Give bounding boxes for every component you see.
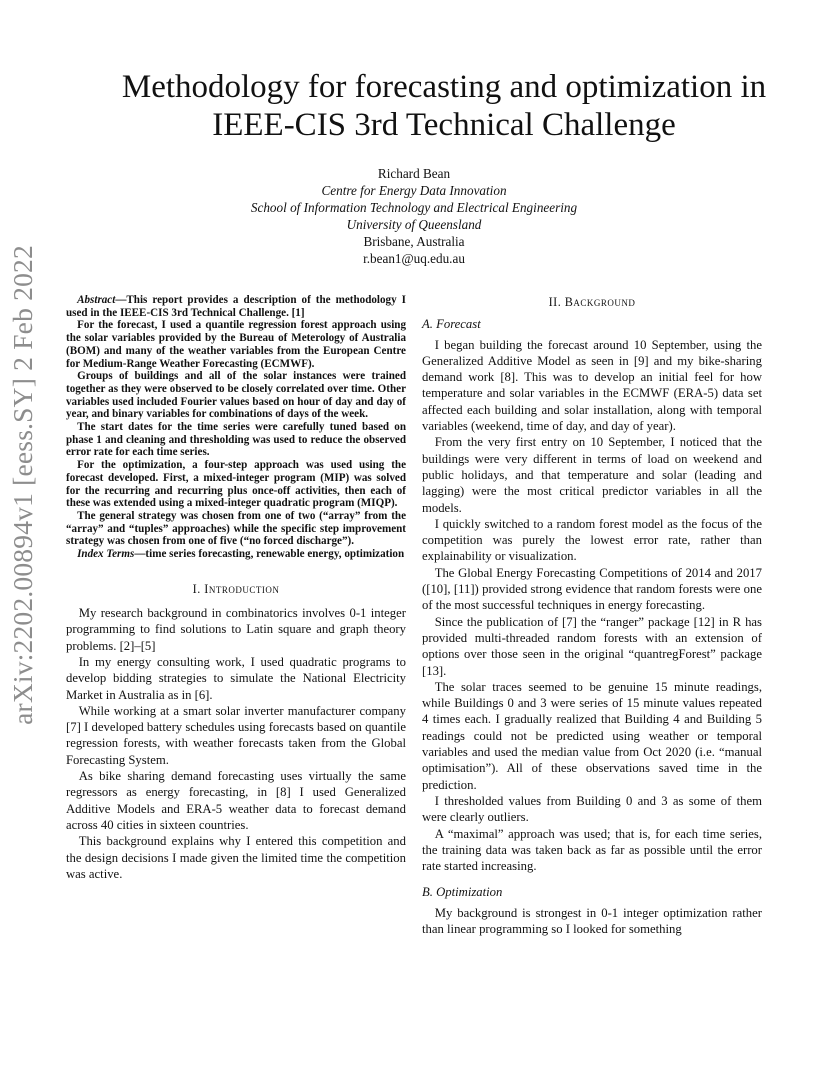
- bg-p9: My background is strongest in 0-1 integer optimization rather than linear programming so I looked for something: [422, 905, 762, 936]
- left-column: [66, 294, 406, 882]
- right-column: [422, 294, 762, 937]
- abstract-label: Abstract: [77, 294, 116, 306]
- author-location: Brisbane, Australia: [363, 234, 465, 249]
- bg-p7: I thresholded values from Building 0 and 3 as some of them were clearly outliers.: [422, 793, 762, 825]
- background-body: [422, 337, 762, 875]
- bg-p3: I quickly switched to a random forest model as the focus of the competition was purely the lowest error rate, rather than explainability or visualization.: [422, 516, 762, 564]
- author-email[interactable]: r.bean1@uq.edu.au: [363, 251, 465, 266]
- intro-p4: As bike sharing demand forecasting uses virtually the same regressors as energy forecasting, in [8] I used Generalized Additive Models and ERA-5 weather data to forecast demand across 40 cities in sixteen countries.: [66, 769, 406, 832]
- intro-p5: This background explains why I entered this competition and the design decisions I made given the limited time the competition was active.: [66, 834, 406, 881]
- author-block: [0, 165, 828, 267]
- intro-p3: While working at a smart solar inverter manufacturer company [7] I developed battery schedules using forecasts based on quantile regression forests, with weather forecasts taken from the Global Forecasting System.: [66, 703, 406, 767]
- title-line-2: IEEE-CIS 3rd Technical Challenge: [212, 107, 676, 143]
- title-line-1: Methodology for forecasting and optimization in: [121, 69, 767, 105]
- arxiv-identifier[interactable]: arXiv:2202.00894v1 [eess.SY] 2 Feb 2022: [7, 245, 38, 725]
- affiliation-1: Centre for Energy Data Innovation: [321, 183, 507, 198]
- index-terms-text: —time series forecasting, renewable energy, optimization: [134, 548, 405, 561]
- optimization-body: [422, 905, 762, 938]
- bg-p5: Since the publication of [7] the “ranger” package [12] in R has provided multi-threaded random forests with an extension of options over those seen in the original “quantregForest” package [13].: [422, 614, 762, 678]
- subsection-optimization: B. Optimization: [422, 885, 503, 900]
- intro-p2: In my energy consulting work, I used quadratic programs to develop bidding strategies to simulate the National Electricity Market in Australia as in [6].: [66, 654, 406, 702]
- bg-p6: The solar traces seemed to be genuine 15 minute readings, while Buildings 0 and 3 were series of 15 minute values repeated 4 times each. I gradually realized that Building 4 and Building 5 readings could not be predicted using weather or temporal variables and used the median value from Oct 2020 (i.e. “manual optimisation”). All of these observations saved time in the prediction.: [422, 679, 762, 792]
- intro-p1: My research background in combinatorics involves 0-1 integer programming to find solutions to Latin square and graph theory problems. [2]–[5]: [66, 606, 406, 653]
- abstract-p4: The start dates for the time series were carefully tuned based on phase 1 and cleaning and thresholding was used to reduce the observed error rate for each time series.: [66, 421, 406, 459]
- index-terms-label: Index Terms: [77, 548, 135, 561]
- author-name: Richard Bean: [377, 166, 451, 181]
- abstract-p6: The general strategy was chosen from one of two (“array” from the “array” and “tuples” approaches) while the specific step improvement strategy was chosen from one of five (“no forced discharge”).: [66, 509, 406, 548]
- subsection-forecast: A. Forecast: [422, 317, 481, 332]
- abstract-text-1: —This report provides a description of the methodology I used in the IEEE-CIS 3rd Technical Challenge. [1]: [66, 294, 406, 319]
- bg-p4: The Global Energy Forecasting Competitions of 2014 and 2017 ([10], [11]) provided strong evidence that random forests were one of the most successful techniques in energy forecasting.: [422, 565, 762, 613]
- abstract-p3: Groups of buildings and all of the solar instances were trained together as they were observed to be closely correlated over time. Other variables used included Fourier values based on hour of day and day of year, and binary variables for combinations of days of the week.: [66, 370, 406, 421]
- paper-title: [60, 68, 828, 144]
- section-heading-background: II. Background: [548, 295, 636, 309]
- affiliation-3: University of Queensland: [346, 217, 482, 232]
- abstract-p2: For the forecast, I used a quantile regression forest approach using the solar variables provided by the Bureau of Meterology of Australia (BOM) and many of the weather variables from the European Centre for Medium-Range Weather Forecasting (ECMWF).: [66, 319, 406, 370]
- bg-p2: From the very first entry on 10 September, I noticed that the buildings were very different in terms of load on weekend and public holidays, and that temperature and solar (leading and lagging) were the most critical predictor variables in all the models.: [422, 435, 762, 515]
- abstract-p5: For the optimization, a four-step approach was used using the forecast developed. First, a mixed-integer program (MIP) was solved for the recurring and recurring plus once-off activities, then each of these was extended using a mixed-integer quadratic program (MIQP).: [66, 459, 406, 510]
- bg-p8: A “maximal” approach was used; that is, for each time series, the training data was taken back as far as possible until the error rate started increasing.: [422, 826, 762, 874]
- abstract-p1: [66, 294, 406, 319]
- section-heading-introduction: I. Introduction: [192, 581, 280, 596]
- index-terms: [66, 548, 406, 561]
- bg-p1: I began building the forecast around 10 September, using the Generalized Additive Model as seen in [9] and my bike-sharing demand work [8]. This was to develop an initial feel for how temperature and solar variables in the ECMWF (ERA-5) data set affected each building and solar installation, along with temporal variables (weekend, time of day, and day of year).: [422, 337, 762, 434]
- introduction-body: [66, 605, 406, 882]
- abstract: [66, 294, 406, 561]
- affiliation-2: School of Information Technology and Electrical Engineering: [250, 200, 578, 215]
